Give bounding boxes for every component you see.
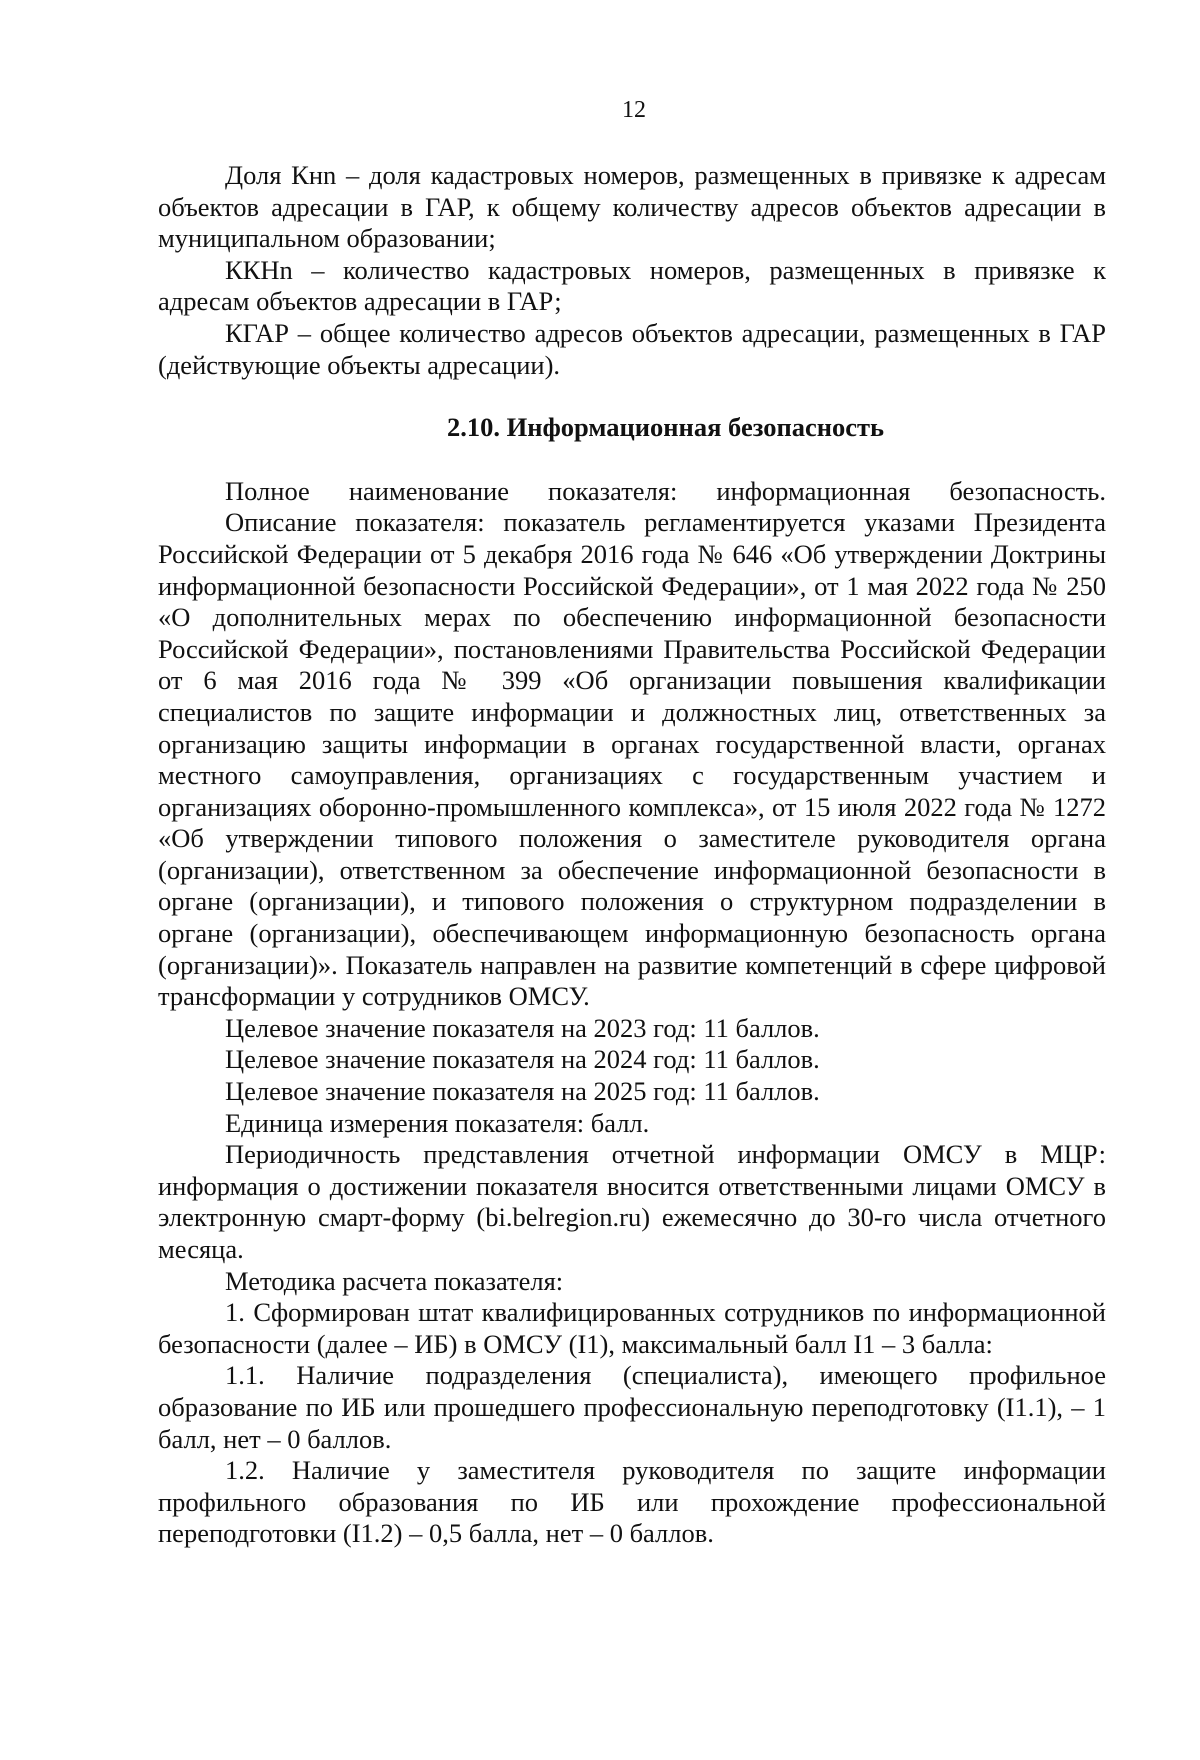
paragraph-target-2024: Целевое значение показателя на 2024 год: 11 баллов.: [225, 1044, 820, 1075]
paragraph-unit: Единица измерения показателя: балл.: [225, 1107, 650, 1138]
page-number: 12: [622, 97, 646, 123]
paragraph-target-2025: Целевое значение показателя на 2025 год: 11 баллов.: [225, 1076, 820, 1107]
paragraph-periodicity: Периодичность представления отчетной информации ОМСУ в МЦР: информация о достижении показателя вносится ответственными лицами ОМСУ в электронную смарт-форму (bi.belregion.ru) ежемесячно до 30-го числа отчетного месяца.: [158, 1139, 1106, 1264]
section-heading: 2.10. Информационная безопасность: [446, 412, 885, 443]
paragraph-kknn: ККНn – количество кадастровых номеров, размещенных в привязке к адресам объектов адресации в ГАР;: [158, 254, 1106, 317]
paragraph-dolya-knn: Доля Кнn – доля кадастровых номеров, размещенных в привязке к адресам объектов адресации в ГАР, к общему количеству адресов объектов адресации в муниципальном образовании;: [158, 160, 1106, 254]
paragraph-full-name: Полное наименование показателя: информационная безопасность.: [225, 475, 1106, 506]
paragraph-description: Описание показателя: показатель регламентируется указами Президента Российской Федерации от 5 декабря 2016 года № 646 «Об утверждении Доктрины информационной безопасности Российской Федерации», от 1 мая 2022 года № 250 «О дополнительных мерах по обеспечению информационной безопасности Российской Федерации», постановлениями Правительства Российской Федерации от 6 мая 2016 года № 399 «Об организации повышения квалификации специалистов по защите информации и должностных лиц, ответственных за организацию защиты информации в органах государственной власти, органах местного самоуправления, организациях с государственным участием и организациях оборонно-промышленного комплекса», от 15 июля 2022 года № 1272 «Об утверждении типового положения о заместителе руководителя органа (организации), ответственном за обеспечение информационной безопасности в органе (организации), и типового положения о структурном подразделении в органе (организации), обеспечивающем информационную безопасность органа (организации)». Показатель направлен на развитие компетенций в сфере цифровой трансформации у сотрудников ОМСУ.: [158, 507, 1106, 1012]
paragraph-target-2023: Целевое значение показателя на 2023 год: 11 баллов.: [225, 1012, 820, 1043]
paragraph-method-item-1-2: 1.2. Наличие у заместителя руководителя по защите информации профильного образования по ИБ или прохождение профессиональной переподготовки (I1.2) – 0,5 балла, нет – 0 баллов.: [158, 1455, 1106, 1549]
paragraph-method-title: Методика расчета показателя:: [225, 1265, 564, 1296]
document-body: [158, 160, 1106, 1550]
paragraph-kgar: КГАР – общее количество адресов объектов адресации, размещенных в ГАР (действующие объекты адресации).: [158, 317, 1106, 380]
paragraph-method-item-1-1: 1.1. Наличие подразделения (специалиста), имеющего профильное образование по ИБ или прошедшего профессиональную переподготовку (I1.1), – 1 балл, нет – 0 баллов.: [158, 1360, 1106, 1454]
paragraph-method-item-1: 1. Сформирован штат квалифицированных сотрудников по информационной безопасности (далее – ИБ) в ОМСУ (I1), максимальный балл I1 – 3 балла:: [158, 1297, 1106, 1359]
